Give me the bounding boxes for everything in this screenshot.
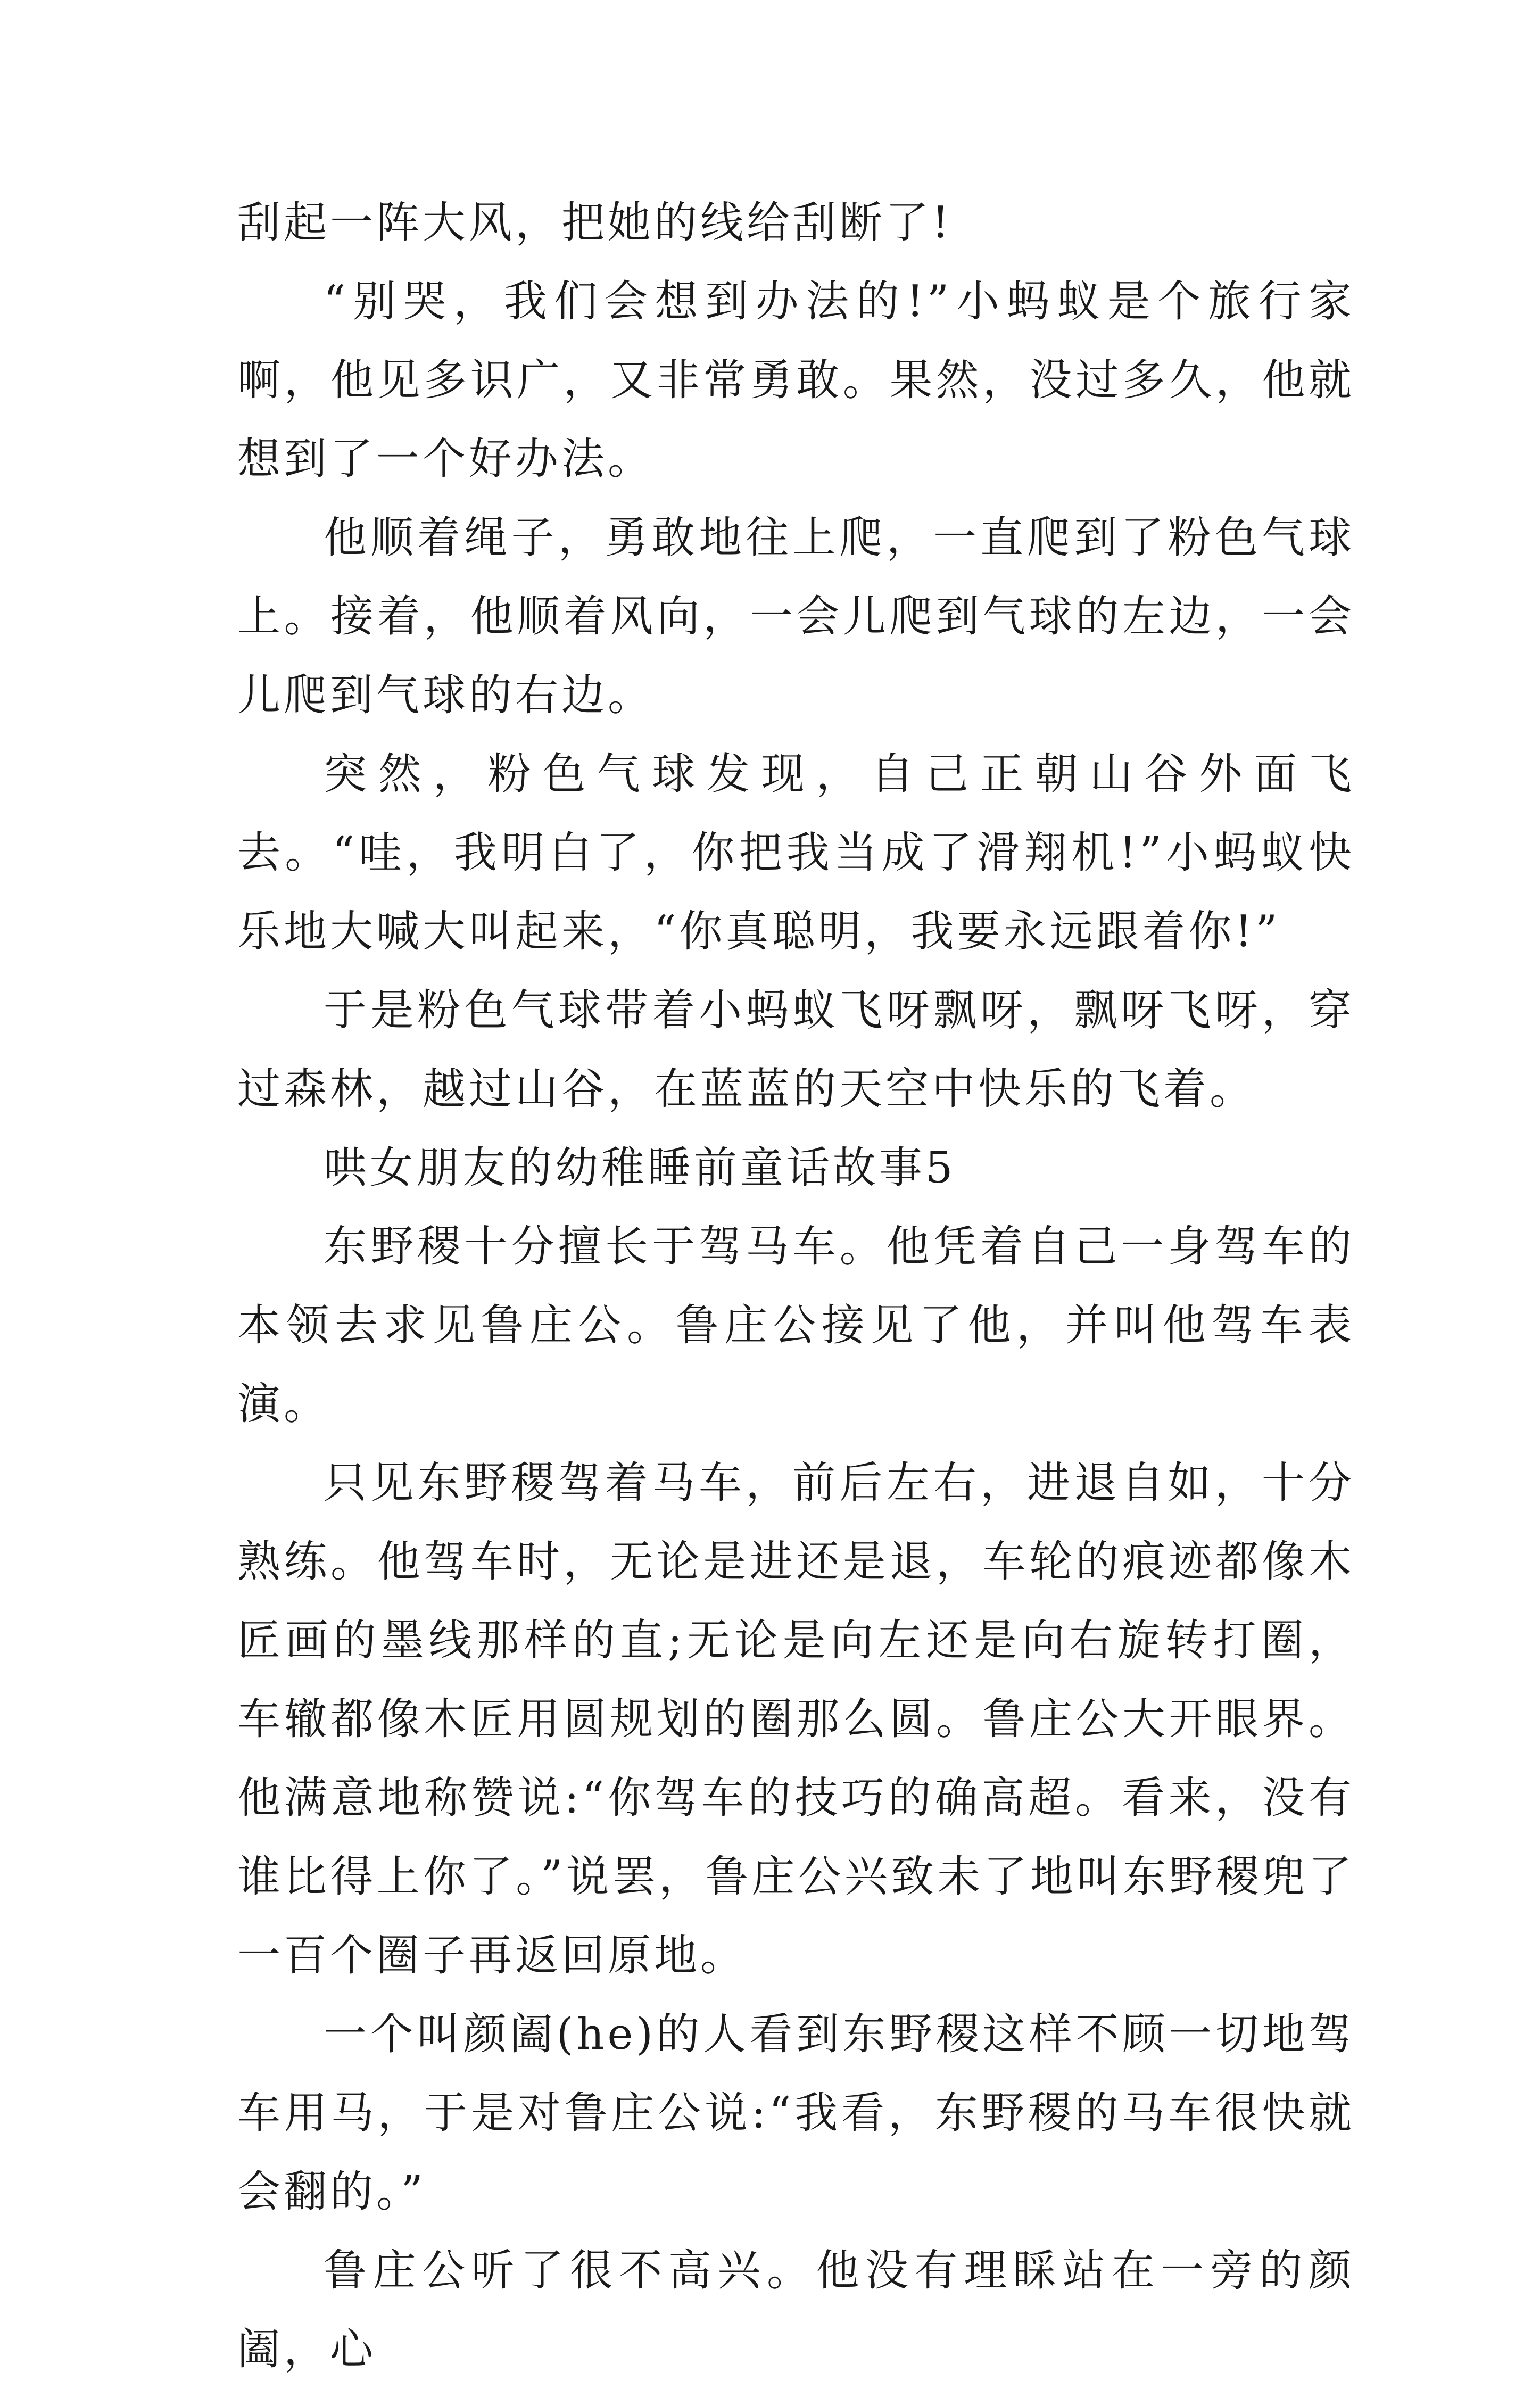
- story-heading: 哄女朋友的幼稚睡前童话故事5: [324, 1143, 956, 1193]
- paragraph-7: 只见东野稷驾着马车，前后左右，进退自如，十分熟练。他驾车时，无论是进还是退，车轮的痕迹都像木匠画的墨线那样的直;无论是向左还是向右旋转打圈，车辙都像木匠用圆规划的圈那么圆。鲁庄公大开眼界。他满意地称赞说:“你驾车的技巧的确高超。看来，没有谁比得上你了。”说罢，鲁庄公兴致未了地叫东野稷兜了一百个圈子再返回原地。: [237, 1458, 1355, 1981]
- paragraph-3: 他顺着绳子，勇敢地往上爬，一直爬到了粉色气球上。接着，他顺着风向，一会儿爬到气球的左边，一会儿爬到气球的右边。: [237, 513, 1355, 721]
- paragraph-1: 刮起一阵大风，把她的线给刮断了!: [237, 198, 953, 248]
- paragraph-4: 突然，粉色气球发现，自己正朝山谷外面飞去。“哇，我明白了，你把我当成了滑翔机!”小蚂蚁快乐地大喊大叫起来，“你真聪明，我要永远跟着你!”: [237, 749, 1355, 957]
- story-text: [237, 184, 1355, 2389]
- paragraph-8: 一个叫颜阖(he)的人看到东野稷这样不顾一切地驾车用马，于是对鲁庄公说:“我看，东野稷的马车很快就会翻的。”: [237, 2010, 1355, 2217]
- paragraph-9: 鲁庄公听了很不高兴。他没有理睬站在一旁的颜阖，心: [237, 2246, 1355, 2375]
- paragraph-5: 于是粉色气球带着小蚂蚁飞呀飘呀，飘呀飞呀，穿过森林，越过山谷，在蓝蓝的天空中快乐的飞着。: [237, 986, 1355, 1114]
- paragraph-2: “别哭，我们会想到办法的!”小蚂蚁是个旅行家啊，他见多识广，又非常勇敢。果然，没过多久，他就想到了一个好办法。: [237, 277, 1355, 484]
- paragraph-6: 东野稷十分擅长于驾马车。他凭着自己一身驾车的本领去求见鲁庄公。鲁庄公接见了他，并叫他驾车表演。: [237, 1222, 1355, 1429]
